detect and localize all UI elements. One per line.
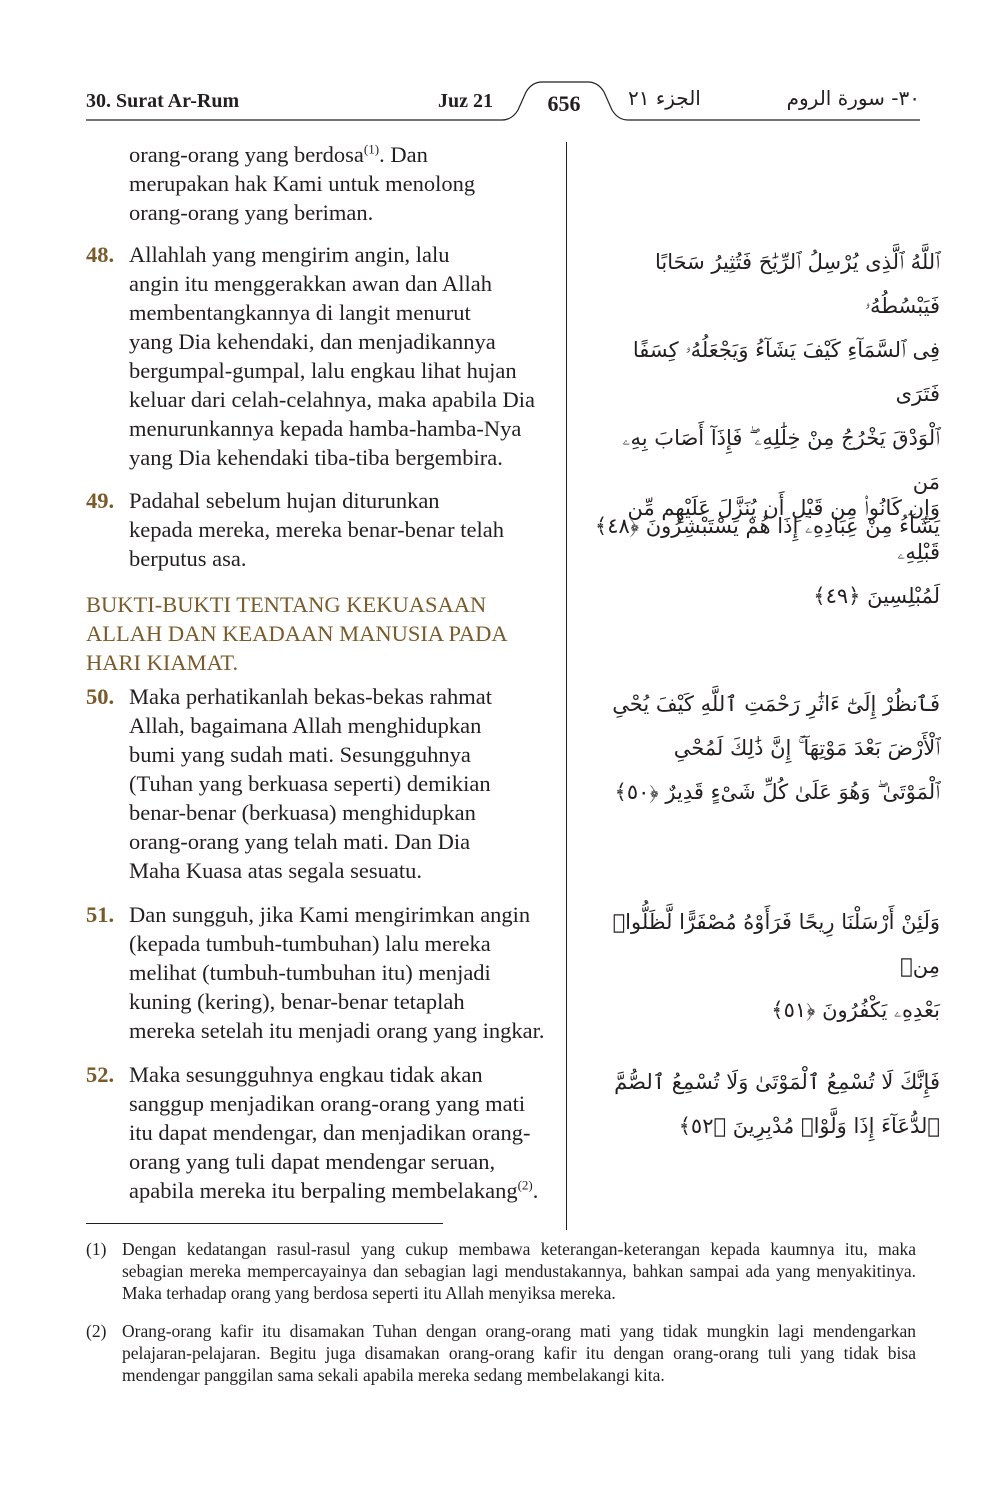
continuation-line: orang-orang yang berdosa$^{(1)}$. Dan (129, 141, 428, 167)
verse-line: yang Dia kehendaki, dan menjadikannya (129, 329, 496, 354)
section-heading-line: HARI KIAMAT. (86, 650, 239, 675)
verse-line: mereka setelah itu menjadi orang yang ingkar. (129, 1018, 545, 1043)
verse-line: berputus asa. (129, 546, 247, 571)
footnote-2 (86, 1320, 916, 1386)
section-heading-line: BUKTI-BUKTI TENTANG KEKUASAAN (86, 592, 487, 617)
verse-line: Maha Kuasa atas segala sesuatu. (129, 858, 423, 883)
verse-line: kepada mereka, mereka benar-benar telah (129, 517, 504, 542)
arabic-line: وَإِن كَانُوا۟ مِن قَبْلِ أَن يُنَزَّلَ عَلَيْهِم مِّن قَبْلِهِۦ (627, 496, 940, 564)
verse-number: 51. (86, 902, 115, 927)
verse-line: Maka perhatikanlah bekas-bekas rahmat (129, 684, 492, 709)
verse-number: 52. (86, 1062, 115, 1087)
juz-label: Juz 21 (438, 90, 493, 112)
section-heading-line: ALLAH DAN KEADAAN MANUSIA PADA (86, 621, 508, 646)
footnote-number: (2) (86, 1321, 107, 1341)
verse-51-arabic (590, 900, 940, 1032)
continuation-line: merupakan hak Kami untuk menolong (129, 171, 476, 196)
footnote-ref-2[interactable]: (2) (517, 1177, 533, 1193)
verse-number: 49. (86, 488, 115, 513)
footnote-text: Dengan kedatangan rasul-rasul yang cukup membawa keterangan-keterangan kepada kaumnya itu, maka sebagian mereka mempercayainya dan sebagian lagi mendustakannya, bahkan sampai ada yang menyakitinya. Maka terhadap orang yang berdosa seperti itu Allah menyiksa mereka. (122, 1239, 916, 1303)
verse-52-translation (86, 1060, 558, 1205)
verse-49-arabic (590, 486, 940, 618)
verse-line: Allah, bagaimana Allah menghidupkan (129, 713, 482, 738)
verse-line: orang yang tuli dapat mendengar seruan, (129, 1149, 496, 1174)
footnote-ref-1[interactable]: (1) (363, 141, 380, 157)
arabic-line: فَإِنَّكَ لَا تُسْمِعُ ٱلْمَوْتَىٰ وَلَا تُسْمِعُ ٱلصُّمَّ (614, 1070, 940, 1094)
footnote-number: (1) (86, 1239, 107, 1259)
verse-line: menurunkannya kepada hamba-hamba-Nya (129, 416, 522, 441)
surah-label: 30. Surat Ar-Rum (86, 90, 240, 112)
page-number: 656 (547, 91, 581, 116)
footnote-separator (86, 1223, 443, 1224)
verse-51-translation (86, 900, 558, 1045)
verse-line: sanggup menjadikan orang-orang yang mati (129, 1091, 526, 1116)
arabic-line: فِى ٱلسَّمَآءِ كَيْفَ يَشَآءُ وَيَجْعَلُهُۥ كِسَفًا فَتَرَى (632, 338, 940, 406)
verse-line: membentangkannya di langit menurut (129, 300, 471, 325)
verse-line: orang-orang yang telah mati. Dan Dia (129, 829, 471, 854)
verse-number: 50. (86, 684, 115, 709)
verse-number: 48. (86, 242, 115, 267)
arabic-line: ٱلدُّعَآءَ إِذَا وَلَّوْا۟ مُدْبِرِينَ ﴿٥٢﴾ (678, 1114, 940, 1138)
juz-label-arabic: الجزء ٢١ (628, 86, 701, 110)
arabic-line: يَشَآءُ مِنْ عِبَادِهِۦٓ إِذَا هُمْ يَسْتَبْشِرُونَ ﴿٤٨﴾ (594, 514, 940, 538)
verse-line: melihat (tumbuh-tumbuhan itu) menjadi (129, 960, 491, 985)
arabic-line: وَلَئِنْ أَرْسَلْنَا رِيحًا فَرَأَوْهُ مُصْفَرًّا لَّظَلُّوا۟ مِنۢ (612, 910, 940, 978)
verse-line: benar-benar (berkuasa) menghidupkan (129, 800, 476, 825)
verse-50-arabic (590, 682, 940, 814)
verse-line: bergumpal-gumpal, lalu engkau lihat hujan (129, 358, 517, 383)
arabic-line: فَٱنظُرْ إِلَىٰٓ ءَاثَٰرِ رَحْمَتِ ٱللَّهِ كَيْفَ يُحْىِ (612, 692, 940, 716)
verse-52-arabic (590, 1060, 940, 1148)
verse-line: kuning (kering), benar-benar tetaplah (129, 989, 465, 1014)
continuation-text (86, 140, 558, 227)
verse-50-translation (86, 682, 558, 885)
verse-line: (kepada tumbuh-tumbuhan) lalu mereka (129, 931, 491, 956)
surah-label-arabic: ٣٠- سورة الروم (786, 86, 920, 110)
verse-line: angin itu menggerakkan awan dan Allah (129, 271, 493, 296)
arabic-line: بَعْدِهِۦ يَكْفُرُونَ ﴿٥١﴾ (771, 998, 940, 1022)
verse-line: Maka sesungguhnya engkau tidak akan (129, 1062, 483, 1087)
footnote-text: Orang-orang kafir itu disamakan Tuhan dengan orang-orang mati yang tidak mungkin lagi mendengarkan pelajaran-pelajaran. Begitu juga disamakan orang-orang kafir itu dengan orang-orang tuli yang tidak bisa mendengar panggilan sama sekali apabila mereka sedang membelakangi kita. (122, 1321, 916, 1385)
verse-line: keluar dari celah-celahnya, maka apabila Dia (129, 387, 536, 412)
verse-line: Allahlah yang mengirim angin, lalu (129, 242, 450, 267)
arabic-line: ٱلْوَدْقَ يَخْرُجُ مِنْ خِلَٰلِهِۦ ۖ فَإِذَآ أَصَابَ بِهِۦ مَن (622, 426, 940, 494)
verse-line: bumi yang sudah mati. Sesungguhnya (129, 742, 471, 767)
verse-line: (Tuhan yang berkuasa seperti) demikian (129, 771, 491, 796)
arabic-line: لَمُبْلِسِينَ ﴿٤٩﴾ (813, 584, 940, 608)
verse-48-translation (86, 240, 558, 472)
arabic-line: ٱللَّهُ ٱلَّذِى يُرْسِلُ ٱلرِّيَٰحَ فَتُثِيرُ سَحَابًا فَيَبْسُطُهُۥ (654, 250, 940, 318)
verse-49-translation (86, 486, 558, 573)
footnote-1 (86, 1238, 916, 1304)
continuation-line: orang-orang yang beriman. (129, 200, 374, 225)
verse-line: Padahal sebelum hujan diturunkan (129, 488, 440, 513)
column-divider (566, 142, 567, 1230)
verse-line: apabila mereka itu berpaling membelakang$^{(2)}$. (129, 1177, 539, 1203)
section-heading (86, 590, 556, 677)
arabic-line: ٱلْأَرْضَ بَعْدَ مَوْتِهَآ ۚ إِنَّ ذَٰلِكَ لَمُحْىِ (673, 736, 940, 760)
header-rule-with-page-tab (0, 0, 1000, 140)
verse-line: Dan sungguh, jika Kami mengirimkan angin (129, 902, 531, 927)
verse-line: itu dapat mendengar, dan menjadikan orang- (129, 1120, 531, 1145)
arabic-line: ٱلْمَوْتَىٰ ۖ وَهُوَ عَلَىٰ كُلِّ شَىْءٍ قَدِيرٌ ﴿٥٠﴾ (614, 780, 940, 804)
verse-line: yang Dia kehendaki tiba-tiba bergembira. (129, 445, 503, 470)
